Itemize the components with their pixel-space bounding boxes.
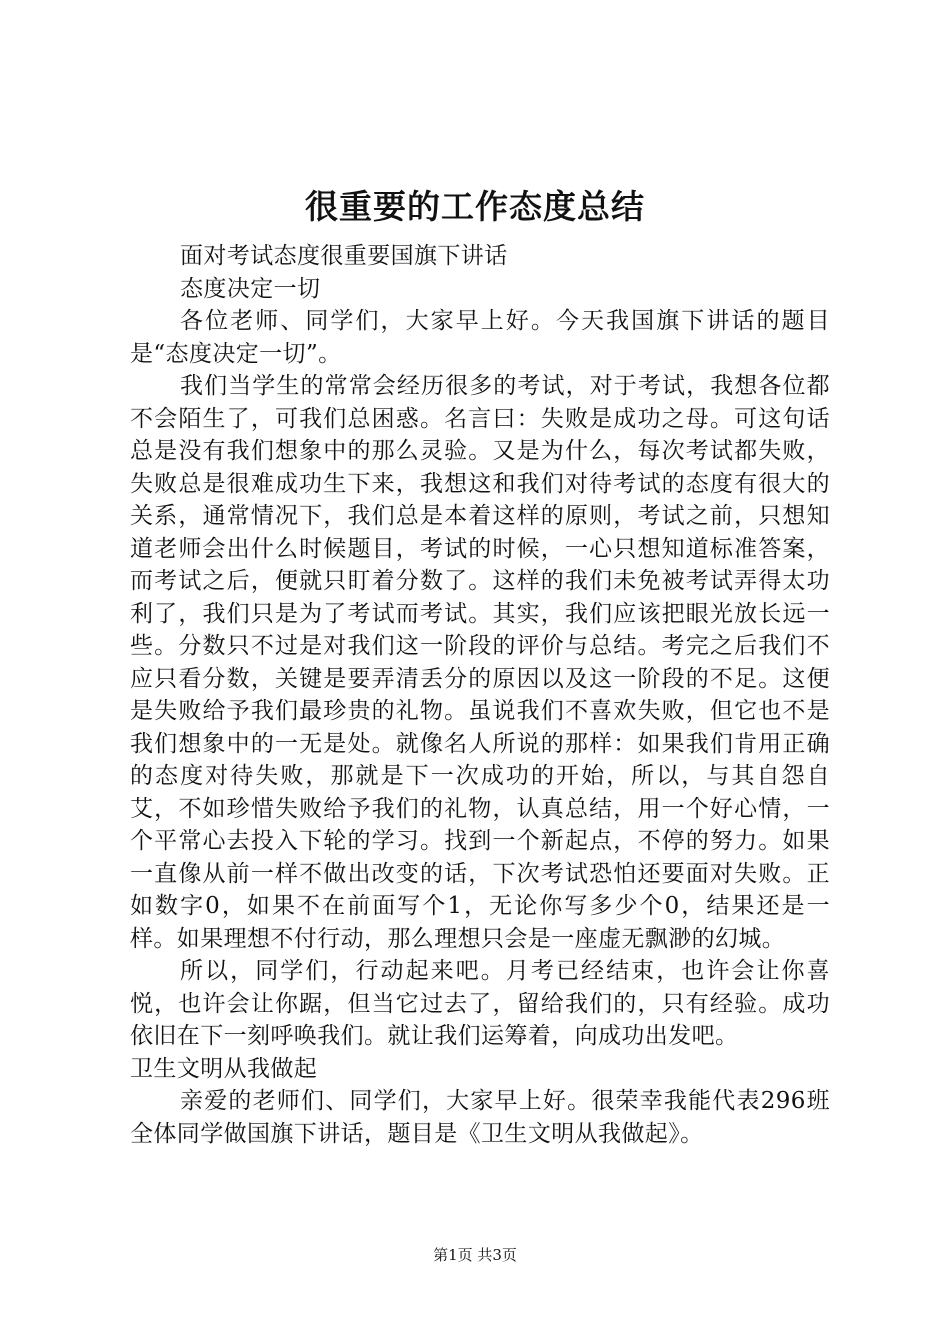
paragraph-greeting: 各位老师、同学们，大家早上好。今天我国旗下讲话的题目是“态度决定一切”。	[130, 308, 830, 367]
paragraph-closing: 所以，同学们，行动起来吧。月考已经结束，也许会让你喜悦，也许会让你踞，但当它过去了，留给我们的，只有经验。成功依旧在下一刻呼唤我们。就让我们运筹着，向成功出发吧。	[130, 958, 830, 1049]
paragraph-main: 我们当学生的常常会经历很多的考试，对于考试，我想各位都不会陌生了，可我们总困惑。名言曰：失败是成功之母。可这句话总是没有我们想象中的那么灵验。又是为什么，每次考试都失败，失败总是很难成功生下来，我想这和我们对待考试的态度有很大的关系，通常情况下，我们总是本着这样的原则，考试之前，只想知道老师会出什么时候题目，考试的时候，一心只想知道标准答案，而考试之后，便就只盯着分数了。这样的我们未免被考试弄得太功利了，我们只是为了考试而考试。其实，我们应该把眼光放长远一些。分数只不过是对我们这一阶段的评价与总结。考完之后我们不应只看分数，关键是要弄清丢分的原因以及这一阶段的不足。这便是失败给予我们最珍贵的礼物。虽说我们不喜欢失败，但它也不是我们想象中的一无是处。就像名人所说的那样：如果我们肯用正确的态度对待失败，那就是下一次成功的开始，所以，与其自怨自艾，不如珍惜失败给予我们的礼物，认真总结，用一个好心情，一个平常心去投入下轮的学习。找到一个新起点，不停的努力。如果一直像从前一样不做出改变的话，下次考试恐怕还要面对失败。正如数字0，如果不在前面写个1，无论你写多少个0，结果还是一样。如果理想不付行动，那么理想只会是一座虚无飘渺的幻城。	[130, 373, 830, 952]
paragraph-section-heading: 卫生文明从我做起	[130, 1055, 318, 1082]
paragraph-second-greeting: 亲爱的老师们、同学们，大家早上好。很荣幸我能代表296班全体同学做国旗下讲话，题目是《卫生文明从我做起》。	[130, 1088, 830, 1147]
document-title: 很重要的工作态度总结	[305, 187, 645, 226]
document-body	[130, 240, 830, 1150]
paragraph-subtitle: 面对考试态度很重要国旗下讲话	[180, 243, 508, 269]
page-footer: 第1页 共3页	[433, 1246, 517, 1264]
paragraph-heading: 态度决定一切	[180, 275, 321, 302]
